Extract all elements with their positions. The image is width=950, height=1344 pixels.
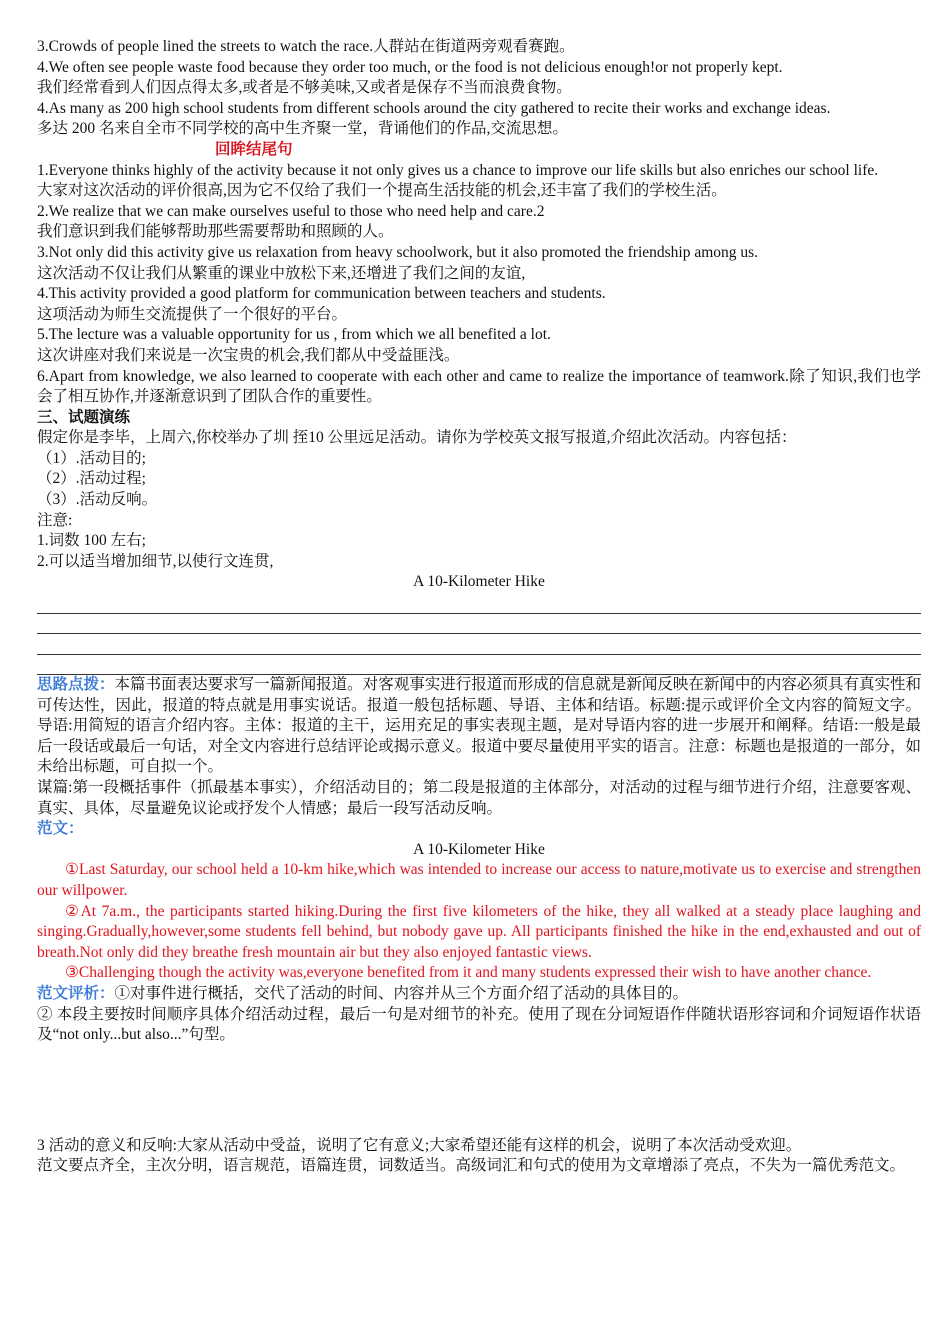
- document-page: [37, 37, 921, 1177]
- ending-line: 1.Everyone thinks highly of the activity because it not only gives us a chance to improve our life skills but also enriches our school life.: [37, 161, 879, 179]
- ending-line: 3.Not only did this activity give us relaxation from heavy schoolwork, but it also promoted the friendship among us.: [37, 243, 759, 261]
- text-line: 3.Crowds of people lined the streets to watch the race.人群站在街道两旁观看赛跑。: [37, 38, 575, 55]
- analysis-text: 本篇书面表达要求写一篇新闻报道。对客观事实进行报道而形成的信息就是新闻反映在新闻中的内容必须具有真实性和可传达性，因此，报道的特点就是用事实说话。报道一般包括标题、导语、主体和结语。标题:提示或评价全文内容的简短文字。导语:用简短的语言介绍内容。主体：报道的主干，运用充足的事实表现主题，是对导语内容的进一步展开和阐释。结语:一般是最后一段话或最后一句话，对全文内容进行总结评论或揭示意义。报道中要尽量使用平实的语言。注意：标题也是报道的一部分，如未给出标题，可自拟一个。: [37, 676, 921, 776]
- ending-line: 2.We realize that we can make ourselves useful to those who need help and care.2: [37, 202, 545, 220]
- task-line: 1.词数 100 左右;: [37, 532, 146, 550]
- ending-line: 5.The lecture was a valuable opportunity for us , from which we all benefited a lot.: [37, 326, 551, 344]
- ending-line: 这次活动不仅让我们从繁重的课业中放松下来,还增进了我们之间的友谊,: [37, 264, 526, 282]
- review-paragraph: [37, 984, 921, 1005]
- review-line: ①对事件进行概括，交代了活动的时间、内容并从三个方面介绍了活动的具体目的。: [114, 984, 689, 1002]
- sample-paragraph: ①Last Saturday, our school held a 10-km hike,which was intended to increase our access to nature,motivate us to exercise and strengthen our willpower.: [37, 861, 921, 899]
- task-line: （3）.活动反响。: [37, 491, 158, 509]
- analysis-paragraph: [37, 675, 921, 778]
- sample-label: 范文：: [37, 820, 84, 838]
- task-line: 注意:: [37, 511, 73, 529]
- bottom-line: 范文要点齐全，主次分明，语言规范，语篇连贯，词数适当。高级词汇和句式的使用为文章增添了亮点，不失为一篇优秀范文。: [37, 1157, 906, 1175]
- answer-line: [37, 655, 921, 676]
- task-line: 假定你是李毕，上周六,你校举办了圳 挃10 公里远足活动。请你为学校英文报写报道,介绍此次活动。内容包括：: [37, 429, 797, 447]
- text-line: 我们经常看到人们因点得太多,或者是不够美味,又或者是保存不当而浪费食物。: [37, 79, 572, 97]
- review-label: 范文评析：: [37, 984, 115, 1002]
- analysis-label: 思路点拨：: [37, 676, 115, 694]
- task-line: （2）.活动过程;: [37, 470, 146, 488]
- bottom-line: 3 活动的意义和反响:大家从活动中受益，说明了它有意义;大家希望还能有这样的机会，说明了本次活动受欢迎。: [37, 1136, 802, 1154]
- review-line: ② 本段主要按时间顺序具体介绍活动过程，最后一句是对细节的补充。使用了现在分词短语作伴随状语形容词和介词短语作状语及“not only...but also...”句型。: [37, 1005, 921, 1044]
- section-heading-ending: 回眸结尾句: [215, 140, 293, 158]
- essay-title: A 10-Kilometer Hike: [413, 573, 545, 591]
- plan-paragraph: 谋篇:第一段概括事件（抓最基本事实），介绍活动目的；第二段是报道的主体部分，对活动的过程与细节进行介绍，注意要客观、真实、具体，尽量避免议论或抒发个人情感；最后一段写活动反响。: [37, 779, 921, 817]
- answer-line: [37, 593, 921, 614]
- task-line: （1）.活动目的;: [37, 449, 146, 467]
- spacer: [37, 1046, 921, 1136]
- ending-line: 大家对这次活动的评价很高,因为它不仅给了我们一个提高生活技能的机会,还丰富了我们的学校生活。: [37, 182, 727, 200]
- ending-line: 4.This activity provided a good platform for communication between teachers and students.: [37, 285, 606, 303]
- section-heading-exercise: 三、试题演练: [37, 408, 131, 426]
- text-line: 多达 200 名来自全市不同学校的高中生齐聚一堂，背诵他们的作品,交流思想。: [37, 120, 568, 138]
- ending-line: 这次讲座对我们来说是一次宝贵的机会,我们都从中受益匪浅。: [37, 346, 460, 364]
- answer-line: [37, 614, 921, 635]
- answer-line: [37, 634, 921, 655]
- task-line: 2.可以适当增加细节,以使行文连贯,: [37, 552, 274, 570]
- ending-line: 这项活动为师生交流提供了一个很好的平台。: [37, 305, 348, 323]
- text-line: 4.We often see people waste food because they order too much, or the food is not delicious enough!or not properly kept.: [37, 58, 783, 76]
- sample-paragraph: ②At 7a.m., the participants started hiking.During the first five kilometers of the hike, they all walked at a steady place laughing and singing.Gradually,however,some students fell behind, but nobody gave up. All participants finished the hike in the end,exhausted and out of breath.Not only did they breathe fresh mountain air but they also enjoyed fantastic views.: [37, 902, 921, 961]
- ending-line: 我们意识到我们能够帮助那些需要帮助和照顾的人。: [37, 223, 394, 241]
- text-line: 4.As many as 200 high school students from different schools around the city gathered to recite their works and exchange ideas.: [37, 99, 831, 117]
- sample-paragraph: ③Challenging though the activity was,everyone benefited from it and many students expressed their wish to have another chance.: [65, 964, 872, 982]
- sample-title: A 10-Kilometer Hike: [413, 840, 545, 858]
- ending-line: 6.Apart from knowledge, we also learned to cooperate with each other and came to realize the importance of teamwork.除了知识,我们也学会了相互协作,并逐渐意识到了团队合作的重要性。: [37, 367, 921, 406]
